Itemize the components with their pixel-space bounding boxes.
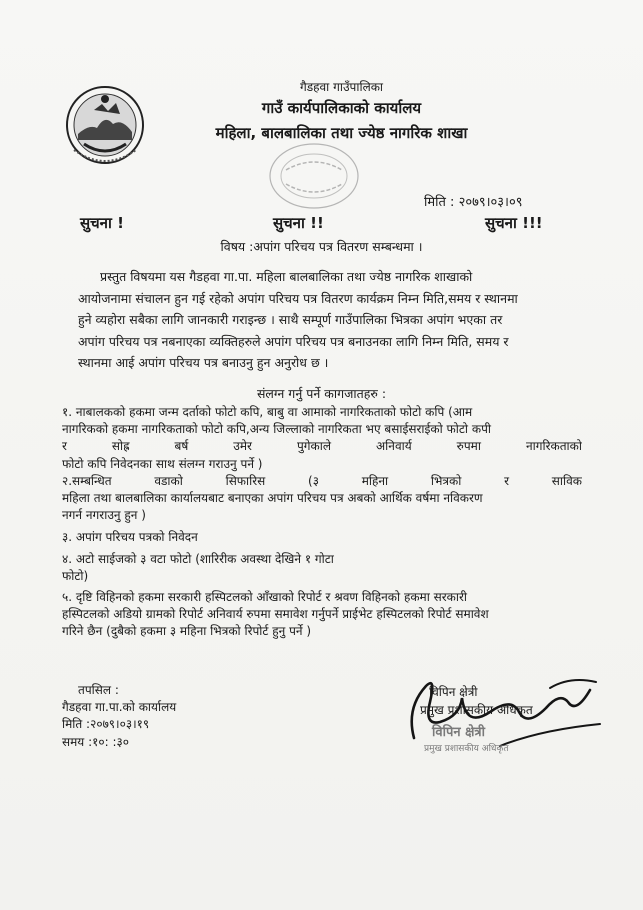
list-item: र सोह्र बर्ष उमेर पुगेकाले अनिवार्य रुपमा नागरिकताको	[62, 439, 582, 454]
issue-date: मिति : २०७९।०३।०९	[424, 195, 523, 210]
body-line: अपांग परिचय पत्र नबनाएका व्यक्तिहरुले अपांग परिचय पत्र बनाउनका लागि निम्न मिति, समय र	[78, 333, 509, 349]
body-paragraph	[78, 266, 582, 374]
list-item: फोटो)	[62, 568, 89, 583]
notice-title-2: सुचना !!	[273, 214, 324, 232]
schedule-time: समय :१०: :३०	[62, 734, 129, 749]
schedule-block	[62, 682, 176, 751]
list-item: ३. अपांग परिचय पत्रको निवेदन	[62, 530, 198, 545]
municipality-name: गैडहवा गाउँपालिका	[299, 80, 384, 94]
signatory-name: विपिन क्षेत्री	[429, 685, 478, 699]
attachments-heading: संलग्न गर्नु पर्ने कागजातहरु :	[256, 386, 387, 401]
attachments-list	[62, 404, 582, 641]
schedule-venue: गैडहवा गा.पा.को कार्यालय	[62, 700, 177, 715]
list-item: नागरिकको हकमा नागरिकताको फोटो कपि,अन्य जिल्लाको नागरिकता भए बसाईसराईको फोटो कपी	[62, 422, 491, 437]
list-item: २.सम्बन्धित वडाको सिफारिस (३ महिना भित्रको र साविक	[62, 473, 582, 488]
list-item: हस्पिटलको अडियो ग्रामको रिपोर्ट अनिवार्य रुपमा समावेश गर्नुपर्ने प्राईभेट हस्पिटलको रिपोर्ट समावेश	[62, 607, 489, 622]
schedule-label: तपसिल :	[78, 683, 119, 697]
stamp-designation: प्रमुख प्रशासकीय अधिकृत	[424, 744, 509, 754]
list-item: महिला तथा बालबालिका कार्यालयबाट बनाएका अपांग परिचय पत्र अबको आर्थिक वर्षमा नविकरण	[62, 491, 483, 506]
list-item: फोटो कपि निवेदनका साथ संलग्न गराउनु पर्ने )	[62, 456, 263, 471]
signatory-designation: प्रमुख प्रशासकीय अधिकृत	[420, 703, 533, 717]
list-item: ५. दृष्टि विहिनको हकमा सरकारी हस्पिटलको आँखाको रिपोर्ट र श्रवण विहिनको हकमा सरकारी	[62, 590, 467, 605]
subject-line: विषय :अपांग परिचय पत्र वितरण सम्बन्धमा ।	[220, 239, 423, 254]
notice-title-1: सुचना !	[80, 214, 124, 232]
office-name: गाउँ कार्यपालिकाको कार्यालय	[261, 99, 422, 117]
list-item: १. नाबालकको हकमा जन्म दर्ताको फोटो कपि, बाबु वा आमाको नागरिकताको फोटो कपि (आम	[62, 405, 473, 419]
list-item: गरिने छैन (दुबैको हकमा ३ महिना भित्रको रिपोर्ट हुनु पर्ने )	[62, 624, 312, 639]
stamp-name: विपिन क्षेत्री	[432, 725, 485, 740]
office-seal-icon	[264, 140, 364, 212]
body-line: प्रस्तुत विषयमा यस गैडहवा गा.पा. महिला बालबालिका तथा ज्येष्ठ नागरिक शाखाको	[100, 269, 473, 284]
body-line: हुने व्यहोरा सबैका लागि जानकारी गराइन्छ । साथै सम्पूर्ण गाउँपालिका भित्रका अपांग भएका तर	[78, 312, 503, 327]
branch-name: महिला, बालबालिका तथा ज्येष्ठ नागरिक शाखा	[215, 124, 468, 142]
body-line: आयोजनामा संचालन हुन गई रहेको अपांग परिचय पत्र वितरण कार्यक्रम निम्न मिति,समय र स्थानमा	[78, 290, 518, 306]
list-item: नगर्न नगराउनु हुन )	[62, 508, 146, 523]
notice-title-3: सुचना !!!	[485, 214, 543, 232]
body-line: स्थानमा आई अपांग परिचय पत्र बनाउनु हुन अनुरोध छ ।	[78, 355, 329, 370]
list-item: ४. अटो साईजको ३ वटा फोटो (शारिरीक अवस्था देखिने १ गोटा	[62, 551, 334, 566]
schedule-date: मिति :२०७९।०३।१९	[62, 717, 150, 732]
